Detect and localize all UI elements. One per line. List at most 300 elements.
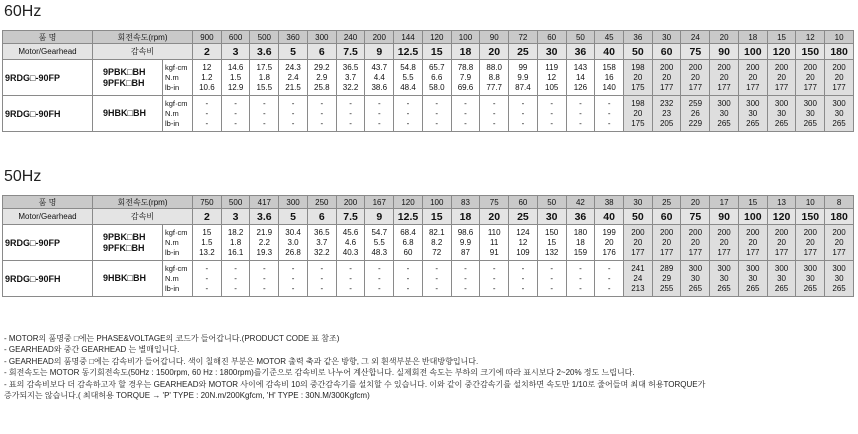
- torque-value: 43.7: [371, 62, 388, 72]
- torque-value: 205: [659, 118, 674, 128]
- torque-value: 20: [748, 237, 758, 247]
- torque-value: 20: [777, 72, 786, 82]
- torque-cell: [365, 225, 394, 261]
- torque-value: -: [550, 263, 554, 273]
- ratio-cell: 50: [624, 44, 653, 60]
- torque-value: 177: [774, 247, 789, 257]
- torque-value: 48.4: [400, 82, 416, 92]
- ratio-header-row: [3, 209, 854, 225]
- torque-value: 20: [719, 237, 729, 247]
- gearhead-name: 9HBK□BH: [103, 108, 146, 118]
- torque-value: 78.8: [457, 62, 474, 72]
- ratio-cell: 90: [710, 209, 739, 225]
- speed-cell: 144: [394, 31, 423, 44]
- torque-value: 158: [602, 62, 616, 72]
- torque-value: -: [435, 283, 439, 293]
- torque-value: -: [579, 118, 582, 128]
- torque-value: 177: [803, 82, 817, 92]
- torque-value: -: [406, 283, 410, 293]
- torque-value: 12: [547, 72, 557, 82]
- gearhead-name: 9PBK□BH: [103, 66, 146, 77]
- torque-value: 9.9: [459, 237, 472, 247]
- torque-value: -: [234, 108, 237, 118]
- ratio-cell: 20: [480, 44, 509, 60]
- speed-cell: 200: [365, 31, 394, 44]
- torque-value: 30: [805, 108, 815, 118]
- unit-label: kgf·cm: [165, 227, 188, 237]
- torque-value: -: [291, 283, 295, 293]
- torque-value: 1.8: [230, 237, 242, 247]
- ratio-cell: 30: [537, 209, 566, 225]
- torque-value: 20: [748, 72, 758, 82]
- torque-cell: [480, 261, 509, 297]
- unit-label: kgf·cm: [165, 62, 188, 72]
- torque-value: 20: [633, 237, 643, 247]
- torque-cell: [710, 96, 739, 132]
- table-row: [3, 96, 854, 132]
- torque-value: -: [521, 98, 525, 108]
- torque-cell: [509, 96, 538, 132]
- torque-value: 8.8: [488, 72, 500, 82]
- torque-cell: [193, 261, 222, 297]
- torque-value: 200: [631, 227, 645, 237]
- torque-value: 32.2: [314, 247, 330, 257]
- torque-cell: [624, 96, 653, 132]
- torque-value: 200: [774, 62, 789, 72]
- ratio-header: 감속비: [93, 209, 193, 225]
- torque-value: 200: [746, 62, 760, 72]
- torque-value: 20: [719, 72, 729, 82]
- speed-cell: 15: [738, 196, 767, 209]
- torque-value: 4.4: [373, 72, 385, 82]
- ratio-cell: 20: [480, 209, 509, 225]
- torque-value: 265: [717, 283, 731, 293]
- torque-value: 4.6: [344, 237, 357, 247]
- torque-cell: [250, 225, 279, 261]
- torque-value: 25.8: [314, 82, 330, 92]
- torque-value: -: [550, 108, 554, 118]
- speed-header: 회전속도(rpm): [93, 31, 193, 44]
- torque-cell: [279, 261, 308, 297]
- table-row: [3, 261, 854, 297]
- torque-value: -: [521, 118, 525, 128]
- torque-value: 8.2: [431, 237, 443, 247]
- speed-cell: 17: [710, 196, 739, 209]
- speed-header-row: [3, 31, 854, 44]
- ratio-cell: 5: [279, 209, 308, 225]
- torque-value: -: [291, 118, 295, 128]
- note-line: - MOTOR의 품명중 □에는 PHASE&VOLTAGE의 코드가 들어갑니다.(PRODUCT CODE 표 참조): [4, 334, 340, 343]
- torque-value: 265: [717, 118, 731, 128]
- torque-value: 30: [834, 273, 844, 283]
- torque-value: -: [435, 98, 439, 108]
- torque-value: 14.6: [227, 62, 244, 72]
- torque-cell: [480, 96, 509, 132]
- speed-cell: 10: [825, 31, 854, 44]
- torque-cell: [825, 96, 854, 132]
- torque-cell: [307, 96, 336, 132]
- speed-cell: 13: [767, 196, 796, 209]
- gearhead-model: [93, 225, 163, 261]
- torque-value: 30: [748, 108, 758, 118]
- torque-value: -: [435, 118, 439, 128]
- torque-value: -: [550, 98, 554, 108]
- torque-value: -: [205, 283, 209, 293]
- speed-cell: 750: [193, 196, 222, 209]
- speed-cell: 25: [652, 196, 681, 209]
- torque-value: 98.6: [457, 227, 474, 237]
- ratio-cell: 60: [652, 44, 681, 60]
- torque-value: 20: [662, 237, 672, 247]
- torque-value: 21.9: [256, 227, 273, 237]
- torque-value: 255: [659, 283, 674, 293]
- torque-value: -: [205, 108, 209, 118]
- torque-value: 177: [688, 82, 703, 92]
- speed-cell: 240: [336, 31, 365, 44]
- torque-value: 200: [774, 227, 789, 237]
- ratio-cell: 50: [624, 209, 653, 225]
- table-row: [3, 225, 854, 261]
- torque-value: 20: [805, 237, 815, 247]
- torque-value: 198: [631, 98, 645, 108]
- torque-value: 177: [659, 247, 674, 257]
- ratio-cell: 180: [825, 209, 854, 225]
- torque-value: -: [521, 273, 525, 283]
- torque-value: -: [263, 98, 266, 108]
- torque-value: 150: [545, 227, 559, 237]
- torque-cell: [250, 60, 279, 96]
- torque-value: 265: [832, 283, 846, 293]
- torque-value: 177: [746, 82, 760, 92]
- torque-value: -: [492, 263, 496, 273]
- torque-value: 200: [659, 227, 674, 237]
- speed-cell: 200: [336, 196, 365, 209]
- torque-value: 289: [659, 263, 674, 273]
- torque-cell: [681, 225, 710, 261]
- torque-cell: [537, 60, 566, 96]
- ratio-cell: 36: [566, 44, 595, 60]
- speed-header-row: [3, 196, 854, 209]
- torque-value: 7.9: [459, 72, 472, 82]
- torque-value: 300: [803, 98, 817, 108]
- torque-cell: [193, 60, 222, 96]
- motor-model: 9RDG□-90FP: [3, 225, 93, 261]
- torque-cell: [336, 60, 365, 96]
- torque-cell: [307, 225, 336, 261]
- torque-value: -: [435, 108, 439, 118]
- torque-cell: [767, 261, 796, 297]
- torque-cell: [595, 96, 624, 132]
- torque-value: -: [291, 98, 295, 108]
- torque-cell: [509, 60, 538, 96]
- torque-value: 36.5: [314, 227, 330, 237]
- unit-label: N.m: [165, 72, 179, 82]
- torque-value: 20: [834, 237, 844, 247]
- torque-value: 60: [403, 247, 413, 257]
- speed-cell: 500: [250, 31, 279, 44]
- torque-value: 1.2: [201, 72, 213, 82]
- motor-model: 9RDG□-90FP: [3, 60, 93, 96]
- torque-cell: [307, 60, 336, 96]
- torque-value: 213: [631, 283, 645, 293]
- torque-cell: [365, 261, 394, 297]
- torque-value: 16.1: [227, 247, 244, 257]
- torque-value: 20: [805, 72, 815, 82]
- speed-cell: 90: [480, 31, 509, 44]
- torque-value: 265: [832, 118, 846, 128]
- torque-value: 54.7: [371, 227, 388, 237]
- torque-value: -: [607, 263, 611, 273]
- torque-value: 300: [803, 263, 817, 273]
- torque-value: -: [320, 273, 324, 283]
- torque-cell: [595, 60, 624, 96]
- torque-value: -: [521, 263, 525, 273]
- unit-label: N.m: [165, 273, 179, 283]
- model-header: 품 명: [3, 31, 93, 44]
- torque-value: 20: [777, 237, 786, 247]
- ratio-cell: 40: [595, 44, 624, 60]
- torque-value: 229: [688, 118, 703, 128]
- speed-cell: 900: [193, 31, 222, 44]
- torque-value: 241: [631, 263, 645, 273]
- ratio-cell: 36: [566, 209, 595, 225]
- torque-value: 38.6: [371, 82, 388, 92]
- torque-value: 20: [662, 72, 672, 82]
- gearhead-name: 9PFK□BH: [103, 77, 145, 88]
- torque-value: 1.5: [230, 72, 242, 82]
- torque-value: -: [492, 98, 496, 108]
- torque-value: -: [349, 263, 352, 273]
- torque-cell: [365, 60, 394, 96]
- torque-cell: [796, 96, 825, 132]
- torque-value: 19.3: [256, 247, 273, 257]
- speed-cell: 12: [796, 31, 825, 44]
- ratio-header-row: [3, 44, 854, 60]
- torque-value: -: [492, 108, 496, 118]
- torque-value: 65.7: [428, 62, 445, 72]
- speed-cell: 38: [595, 196, 624, 209]
- speed-cell: 72: [509, 31, 538, 44]
- torque-cell: [451, 60, 480, 96]
- torque-value: 6.6: [431, 72, 443, 82]
- torque-cell: [221, 225, 250, 261]
- torque-value: -: [234, 98, 237, 108]
- torque-value: 30: [690, 273, 700, 283]
- speed-cell: 83: [451, 196, 480, 209]
- torque-value: 300: [746, 98, 760, 108]
- torque-value: -: [435, 263, 439, 273]
- torque-cell: [767, 60, 796, 96]
- ratio-cell: 18: [451, 44, 480, 60]
- torque-value: 29: [662, 273, 672, 283]
- torque-value: 119: [545, 62, 559, 72]
- ratio-cell: 120: [767, 44, 796, 60]
- torque-value: -: [550, 118, 554, 128]
- torque-value: 175: [631, 118, 645, 128]
- torque-table-50hz: [2, 195, 854, 297]
- torque-value: -: [579, 98, 582, 108]
- torque-cell: [422, 96, 451, 132]
- torque-value: -: [205, 263, 209, 273]
- speed-cell: 18: [738, 31, 767, 44]
- speed-cell: 120: [394, 196, 423, 209]
- ratio-cell: 3.6: [250, 209, 279, 225]
- torque-value: -: [291, 108, 295, 118]
- unit-labels: [163, 60, 193, 96]
- torque-value: -: [234, 263, 237, 273]
- torque-value: 265: [774, 118, 789, 128]
- torque-cell: [595, 261, 624, 297]
- torque-cell: [537, 225, 566, 261]
- torque-value: 200: [803, 62, 817, 72]
- torque-value: 132: [545, 247, 559, 257]
- torque-cell: [336, 96, 365, 132]
- torque-value: 110: [487, 227, 501, 237]
- gearhead-model: [93, 261, 163, 297]
- torque-value: 200: [832, 62, 846, 72]
- torque-value: -: [263, 283, 266, 293]
- torque-value: 23: [662, 108, 672, 118]
- torque-value: 143: [573, 62, 588, 72]
- model-header: 품 명: [3, 196, 93, 209]
- torque-value: 88.0: [486, 62, 502, 72]
- torque-value: 177: [803, 247, 817, 257]
- note-line: 증가되지는 않습니다.( 최대허용 TORQUE → 'P' TYPE : 20N.m/200Kgfcm, 'H' TYPE : 30N.M/300Kgfcm): [4, 391, 370, 401]
- ratio-cell: 9: [365, 209, 394, 225]
- torque-value: 140: [602, 82, 616, 92]
- torque-value: -: [464, 98, 467, 108]
- torque-value: 177: [717, 82, 731, 92]
- note-line: - 표의 감속비보다 더 감속하고자 할 경우는 GEARHEAD와 MOTOR 사이에 감속비 10의 중간감속기를 설치할 수 있습니다. 이와 같이 중간감속기를 설치하면 속도만 1/10로 줄어들며 최대 허용TORQUE가: [4, 379, 706, 389]
- torque-cell: [652, 60, 681, 96]
- ratio-cell: 30: [537, 44, 566, 60]
- speed-cell: 10: [796, 196, 825, 209]
- torque-value: 3.0: [287, 237, 299, 247]
- torque-value: 32.2: [342, 82, 359, 92]
- torque-value: -: [320, 108, 324, 118]
- torque-value: -: [579, 108, 582, 118]
- torque-value: 176: [602, 247, 616, 257]
- gearhead-name: 9PBK□BH: [103, 231, 146, 242]
- ratio-cell: 150: [796, 209, 825, 225]
- torque-value: -: [263, 118, 266, 128]
- ratio-header: 감속비: [93, 44, 193, 60]
- motor-gearhead-header: Motor/Gearhead: [3, 44, 93, 60]
- torque-value: -: [263, 108, 266, 118]
- torque-value: 265: [746, 283, 760, 293]
- unit-label: kgf·cm: [165, 263, 188, 273]
- torque-value: 11: [490, 237, 499, 247]
- torque-value: 124: [516, 227, 530, 237]
- speed-cell: 60: [537, 31, 566, 44]
- torque-value: -: [607, 118, 611, 128]
- torque-cell: [422, 225, 451, 261]
- torque-cell: [250, 96, 279, 132]
- torque-value: 109: [516, 247, 530, 257]
- note-line: - GEARHEAD의 품명중 □에는 감속비가 들어갑니다. 색이 칠해진 부분은 MOTOR 출력 축과 같은 방향, 그 외 흰색부분은 반대방향입니다.: [4, 356, 479, 366]
- torque-value: 13.2: [199, 247, 215, 257]
- torque-value: 30: [834, 108, 844, 118]
- torque-cell: [537, 96, 566, 132]
- ratio-cell: 120: [767, 209, 796, 225]
- speed-cell: 15: [767, 31, 796, 44]
- torque-value: -: [464, 283, 467, 293]
- torque-cell: [624, 225, 653, 261]
- torque-cell: [451, 261, 480, 297]
- torque-cell: [509, 225, 538, 261]
- torque-value: 69.6: [457, 82, 474, 92]
- torque-value: 26: [690, 108, 700, 118]
- torque-cell: [221, 96, 250, 132]
- torque-value: 5.5: [402, 72, 414, 82]
- unit-label: lb-in: [165, 247, 180, 257]
- torque-value: -: [205, 273, 209, 283]
- torque-cell: [652, 225, 681, 261]
- motor-model: 9RDG□-90FH: [3, 261, 93, 297]
- torque-value: 15: [202, 227, 212, 237]
- torque-cell: [193, 96, 222, 132]
- torque-value: -: [607, 98, 611, 108]
- torque-cell: [451, 225, 480, 261]
- torque-value: 12: [518, 237, 528, 247]
- torque-value: 200: [803, 227, 817, 237]
- torque-cell: [624, 261, 653, 297]
- torque-value: 265: [688, 283, 703, 293]
- torque-value: -: [406, 108, 410, 118]
- torque-cell: [566, 261, 595, 297]
- torque-cell: [738, 60, 767, 96]
- speed-cell: 36: [624, 31, 653, 44]
- ratio-cell: 15: [422, 44, 451, 60]
- torque-value: 87: [461, 247, 470, 257]
- torque-value: 15: [547, 237, 557, 247]
- torque-value: 300: [774, 263, 789, 273]
- torque-value: 200: [688, 62, 703, 72]
- torque-value: -: [349, 283, 352, 293]
- torque-value: -: [349, 108, 352, 118]
- torque-value: 232: [659, 98, 674, 108]
- torque-value: 29.2: [314, 62, 330, 72]
- torque-value: 200: [832, 227, 846, 237]
- torque-value: 177: [832, 82, 846, 92]
- torque-value: -: [492, 118, 496, 128]
- ratio-cell: 150: [796, 44, 825, 60]
- speed-cell: 75: [480, 196, 509, 209]
- ratio-cell: 3: [221, 44, 250, 60]
- torque-value: 1.8: [258, 72, 270, 82]
- torque-value: 30: [777, 273, 786, 283]
- torque-value: 105: [545, 82, 559, 92]
- torque-cell: [710, 225, 739, 261]
- torque-cell: [681, 60, 710, 96]
- torque-table-60hz: [2, 30, 854, 132]
- torque-cell: [394, 96, 423, 132]
- torque-value: 200: [746, 227, 760, 237]
- torque-value: 36.5: [342, 62, 359, 72]
- speed-cell: 45: [595, 31, 624, 44]
- torque-value: 30: [777, 108, 786, 118]
- torque-cell: [422, 60, 451, 96]
- torque-value: 265: [746, 118, 760, 128]
- torque-value: -: [349, 98, 352, 108]
- torque-value: 177: [832, 247, 846, 257]
- ratio-cell: 9: [365, 44, 394, 60]
- unit-label: N.m: [165, 237, 179, 247]
- torque-value: 77.7: [486, 82, 502, 92]
- torque-value: -: [234, 283, 237, 293]
- ratio-cell: 100: [738, 44, 767, 60]
- speed-cell: 250: [307, 196, 336, 209]
